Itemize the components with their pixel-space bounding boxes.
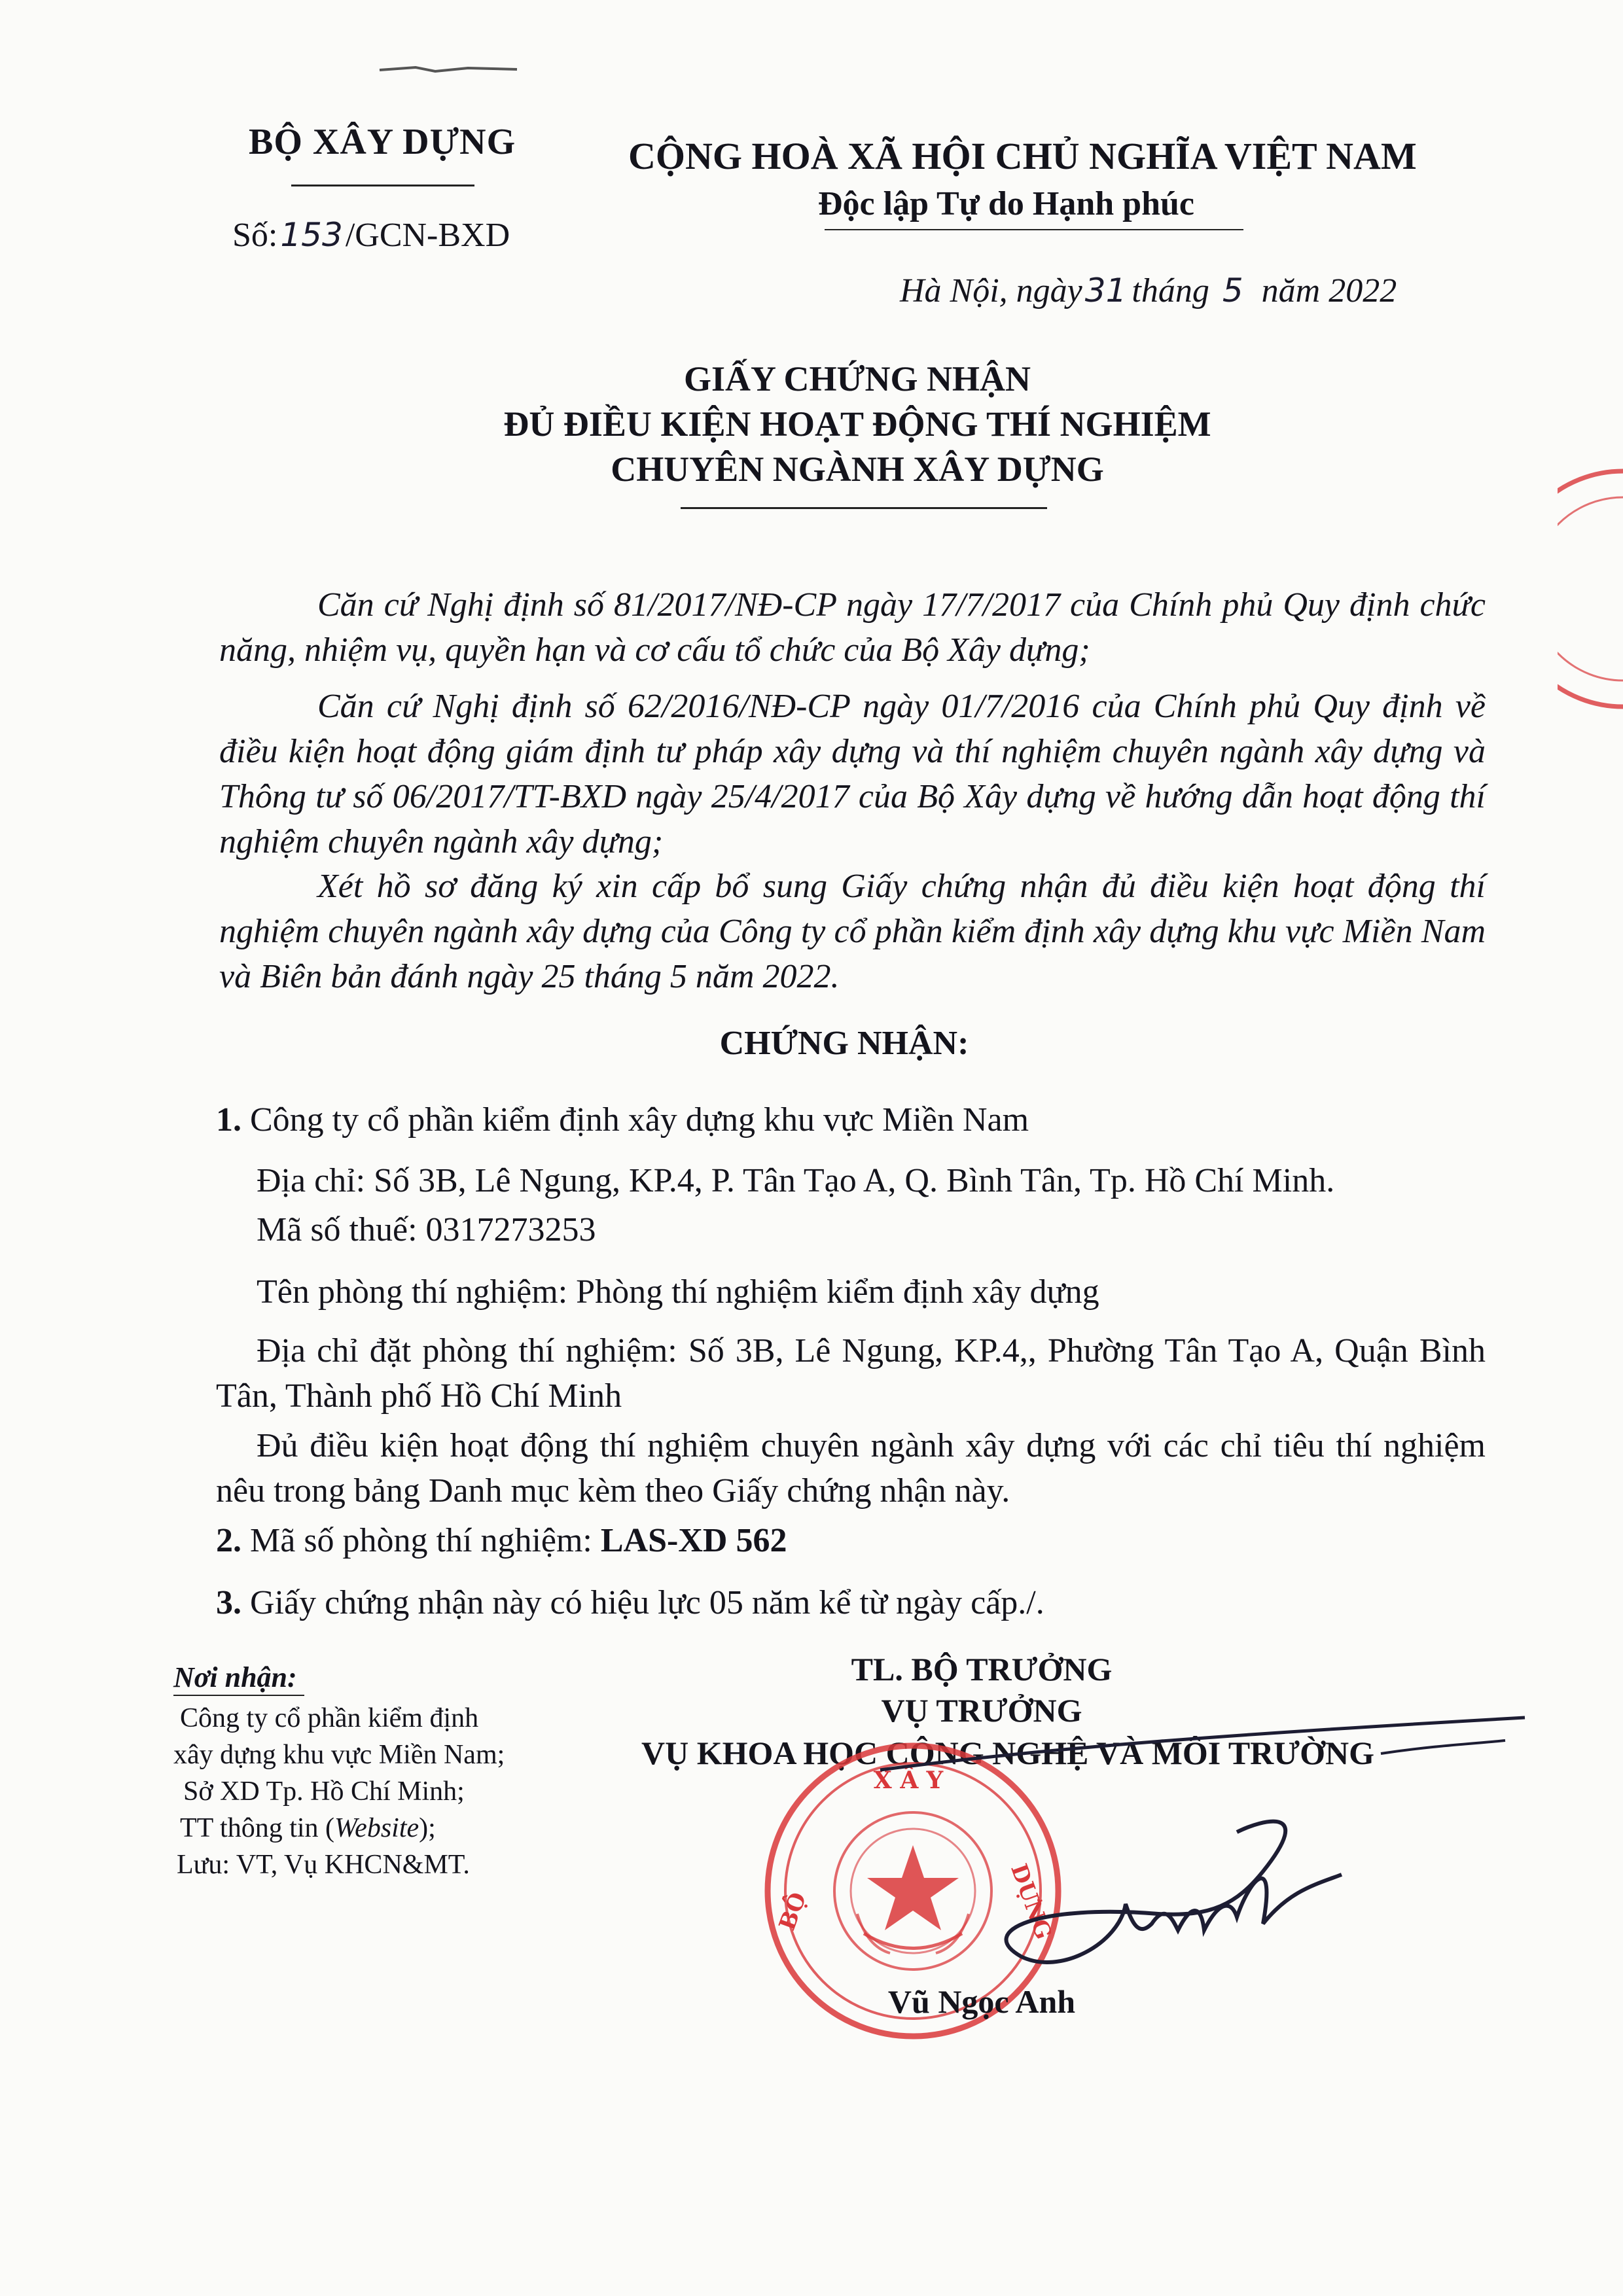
signer-title-2: VỤ TRƯỞNG — [881, 1692, 1082, 1729]
lab-address-text: Địa chỉ đặt phòng thí nghiệm: Số 3B, Lê Ngung, KP.4,, Phường Tân Tạo A, Quận Bình Tân, Thành phố Hồ Chí Minh — [216, 1332, 1486, 1415]
doc-no-suffix: /GCN-BXD — [345, 217, 510, 254]
item-number-1: 1. — [216, 1101, 241, 1139]
title-underline — [681, 507, 1047, 509]
stamp-text-right: DỰNG — [1005, 1860, 1057, 1943]
item-2-lab-code — [216, 1518, 787, 1563]
recipient-3 — [180, 1810, 436, 1846]
item-1-company — [216, 1097, 1029, 1142]
date-prefix: Hà Nội, ngày — [900, 272, 1082, 309]
motto: Độc lập Tự do Hạnh phúc — [818, 185, 1194, 222]
tax-code: Mã số thuế: 0317273253 — [257, 1211, 596, 1248]
company-address: Địa chỉ: Số 3B, Lê Ngung, KP.4, P. Tân Tạo A, Q. Bình Tân, Tp. Hồ Chí Minh. — [257, 1162, 1335, 1199]
preamble-paragraph-2 — [219, 684, 1486, 864]
agency-underline — [291, 185, 474, 186]
recipient-2: Sở XD Tp. Hồ Chí Minh; — [183, 1776, 465, 1807]
country-name: CỘNG HOÀ XÃ HỘI CHỦ NGHĨA VIỆT NAM — [628, 135, 1417, 177]
validity-text: Giấy chứng nhận này có hiệu lực 05 năm kể từ ngày cấp./. — [250, 1584, 1044, 1621]
date-month-label: tháng — [1132, 272, 1209, 309]
lab-code-label: Mã số phòng thí nghiệm: — [250, 1522, 592, 1559]
doc-no-handwritten: 153 — [280, 216, 343, 254]
signer-name: Vũ Ngọc Anh — [887, 1983, 1076, 2020]
title-line-1: GIẤY CHỨNG NHẬN — [684, 359, 1031, 398]
recipients-heading: Nơi nhận: — [173, 1661, 297, 1693]
preamble-paragraph-3 — [219, 864, 1486, 999]
doc-no-prefix: Số: — [232, 217, 278, 254]
scan-mark — [376, 56, 520, 82]
preamble-text-3: Xét hồ sơ đăng ký xin cấp bổ sung Giấy chứng nhận đủ điều kiện hoạt động thí nghiệm chuyên ngành xây dựng của Công ty cổ phần kiểm định xây dựng khu vực Miền Nam và Biên bản đánh ngày 25 tháng 5 năm 2022. — [219, 868, 1486, 995]
recipient-1a: Công ty cổ phần kiểm định — [180, 1703, 479, 1733]
document-number — [232, 216, 510, 255]
certify-heading: CHỨNG NHẬN: — [719, 1025, 969, 1062]
item-number-3: 3. — [216, 1584, 241, 1621]
item-number-2: 2. — [216, 1522, 241, 1559]
motto-underline — [825, 229, 1243, 230]
date-year: năm 2022 — [1261, 272, 1397, 309]
title-line-3: CHUYÊN NGÀNH XÂY DỰNG — [611, 450, 1104, 489]
qualification-statement — [216, 1423, 1486, 1513]
stamp-text-top: XÂY — [873, 1767, 953, 1794]
signer-title-1: TL. BỘ TRƯỞNG — [851, 1651, 1113, 1687]
preamble-text-2: Căn cứ Nghị định số 62/2016/NĐ-CP ngày 01/7/2016 của Chính phủ Quy định về điều kiện hoạt động giám định tư pháp xây dựng và thí nghiệm chuyên ngành xây dựng và Thông tư số 06/2017/TT-BXD ngày 25/4/2017 của Bộ Xây dựng về hướng dẫn hoạt động thí nghiệm chuyên ngành xây dựng; — [219, 688, 1486, 860]
lab-name: Tên phòng thí nghiệm: Phòng thí nghiệm kiểm định xây dựng — [257, 1273, 1099, 1311]
date-month: 5 — [1222, 272, 1243, 309]
recipient-3-end: ); — [419, 1813, 436, 1843]
title-line-2: ĐỦ ĐIỀU KIỆN HOẠT ĐỘNG THÍ NGHIỆM — [503, 404, 1211, 444]
item-3-validity — [216, 1580, 1044, 1625]
date-line — [900, 272, 1397, 310]
recipient-3-text: TT thông tin ( — [180, 1813, 335, 1843]
qualification-text: Đủ điều kiện hoạt động thí nghiệm chuyên ngành xây dựng với các chỉ tiêu thí nghiệm nêu trong bảng Danh mục kèm theo Giấy chứng nhận này. — [216, 1427, 1486, 1510]
signer-department: VỤ KHOA HỌC CÔNG NGHỆ VÀ MÔI TRƯỜNG — [641, 1735, 1374, 1771]
date-day: 31 — [1084, 272, 1127, 309]
lab-code: LAS-XD 562 — [600, 1522, 787, 1559]
preamble-text-1: Căn cứ Nghị định số 81/2017/NĐ-CP ngày 17/7/2017 của Chính phủ Quy định chức năng, nhiệm vụ, quyền hạn và cơ cấu tổ chức của Bộ Xây dựng; — [219, 586, 1486, 669]
lab-address — [216, 1328, 1486, 1419]
recipient-1b: xây dựng khu vực Miền Nam; — [173, 1740, 505, 1770]
agency-name: BỘ XÂY DỰNG — [249, 122, 516, 162]
recipient-3-website: Website — [334, 1813, 419, 1843]
company-name: Công ty cổ phần kiểm định xây dựng khu vực Miền Nam — [250, 1101, 1029, 1139]
recipient-4: Lưu: VT, Vụ KHCN&MT. — [177, 1850, 470, 1880]
preamble-paragraph-1 — [219, 582, 1486, 673]
recipients-underline — [173, 1695, 304, 1696]
edge-seal-stamp — [1558, 458, 1623, 720]
stamp-text-left: BỘ — [774, 1888, 812, 1934]
